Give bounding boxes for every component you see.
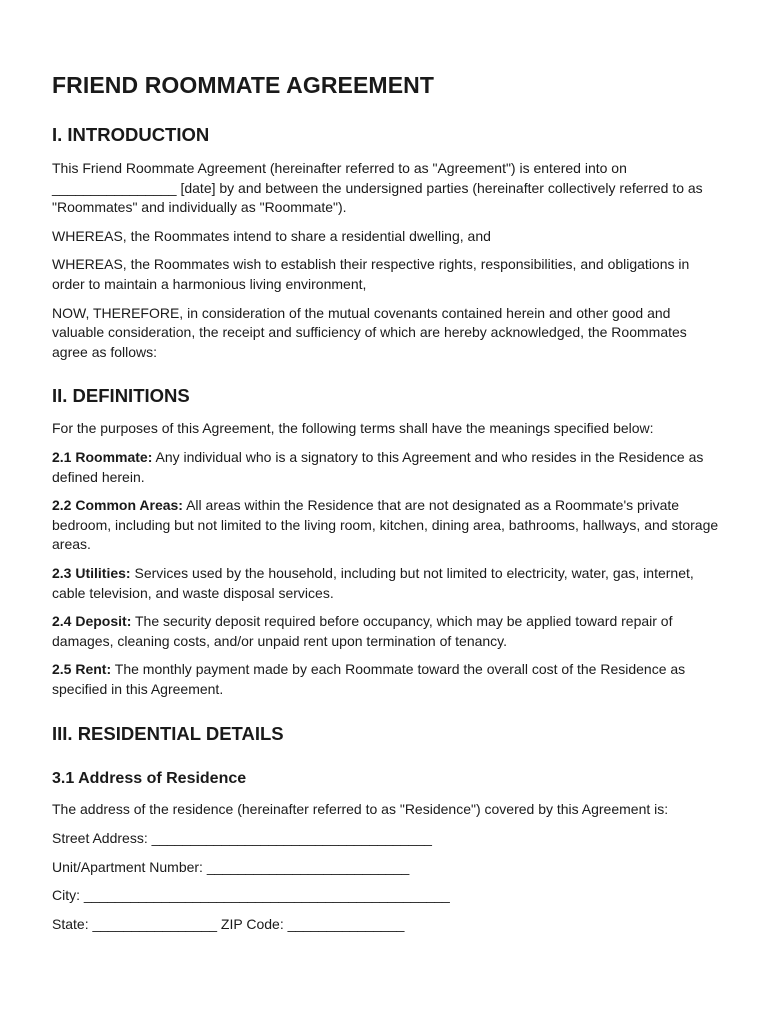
- definition-item: [52, 660, 724, 699]
- address-intro: The address of the residence (hereinafter referred to as "Residence") covered by this Agreement is:: [52, 801, 669, 818]
- definitions-intro: For the purposes of this Agreement, the following terms shall have the meanings specified below:: [52, 420, 654, 437]
- subsection-heading-address: 3.1 Address of Residence: [52, 770, 247, 788]
- definition-item: [52, 496, 724, 555]
- document-body: [52, 70, 724, 934]
- definition-text: All areas within the Residence that are not designated as a Roommate's private bedroom, including but not limited to the living room, kitchen, dining area, bathrooms, hallways, and storage areas.: [52, 497, 719, 553]
- definition-text: The monthly payment made by each Roommate toward the overall cost of the Residence as specified in this Agreement.: [52, 661, 686, 697]
- intro-paragraph: This Friend Roommate Agreement (hereinafter referred to as "Agreement") is entered into on ________________ [date] by and between the undersigned parties (hereinafter collectively referred to as "Roommates" and individually as "Roommate").: [52, 160, 703, 216]
- definition-term: 2.2 Common Areas:: [52, 497, 183, 514]
- whereas-paragraph: WHEREAS, the Roommates intend to share a residential dwelling, and: [52, 227, 491, 244]
- unit-number-field: Unit/Apartment Number: __________________________: [52, 858, 410, 875]
- section-heading-residential-details: III. RESIDENTIAL DETAILS: [52, 723, 284, 745]
- definition-item: [52, 448, 724, 487]
- section-heading-introduction: I. INTRODUCTION: [52, 124, 210, 145]
- definition-term: 2.5 Rent:: [52, 661, 112, 678]
- section-heading-definitions: II. DEFINITIONS: [52, 385, 190, 407]
- document-title: FRIEND ROOMMATE AGREEMENT: [52, 72, 434, 98]
- now-therefore-paragraph: NOW, THEREFORE, in consideration of the mutual covenants contained herein and other good and valuable consideration, the receipt and sufficiency of which are hereby acknowledged, the Roommates agree as follows:: [52, 304, 687, 360]
- city-field: City: _______________________________________________: [52, 887, 450, 904]
- definition-text: Services used by the household, including but not limited to electricity, water, gas, internet, cable television, and waste disposal services.: [52, 564, 694, 601]
- whereas-paragraph: WHEREAS, the Roommates wish to establish their respective rights, responsibilities, and obligations in order to maintain a harmonious living environment,: [52, 256, 690, 292]
- definition-term: 2.4 Deposit:: [52, 613, 132, 630]
- definition-text: Any individual who is a signatory to this Agreement and who resides in the Residence as defined herein.: [52, 448, 704, 485]
- definition-item: [52, 612, 724, 651]
- street-address-field: Street Address: ____________________________________: [52, 830, 432, 847]
- state-zip-field: State: ________________ ZIP Code: _______________: [52, 915, 405, 932]
- definition-term: 2.1 Roommate:: [52, 448, 153, 465]
- definition-term: 2.3 Utilities:: [52, 564, 131, 581]
- definition-item: [52, 564, 724, 603]
- definition-text: The security deposit required before occupancy, which may be applied toward repair of damages, cleaning costs, and/or unpaid rent upon termination of tenancy.: [52, 613, 673, 649]
